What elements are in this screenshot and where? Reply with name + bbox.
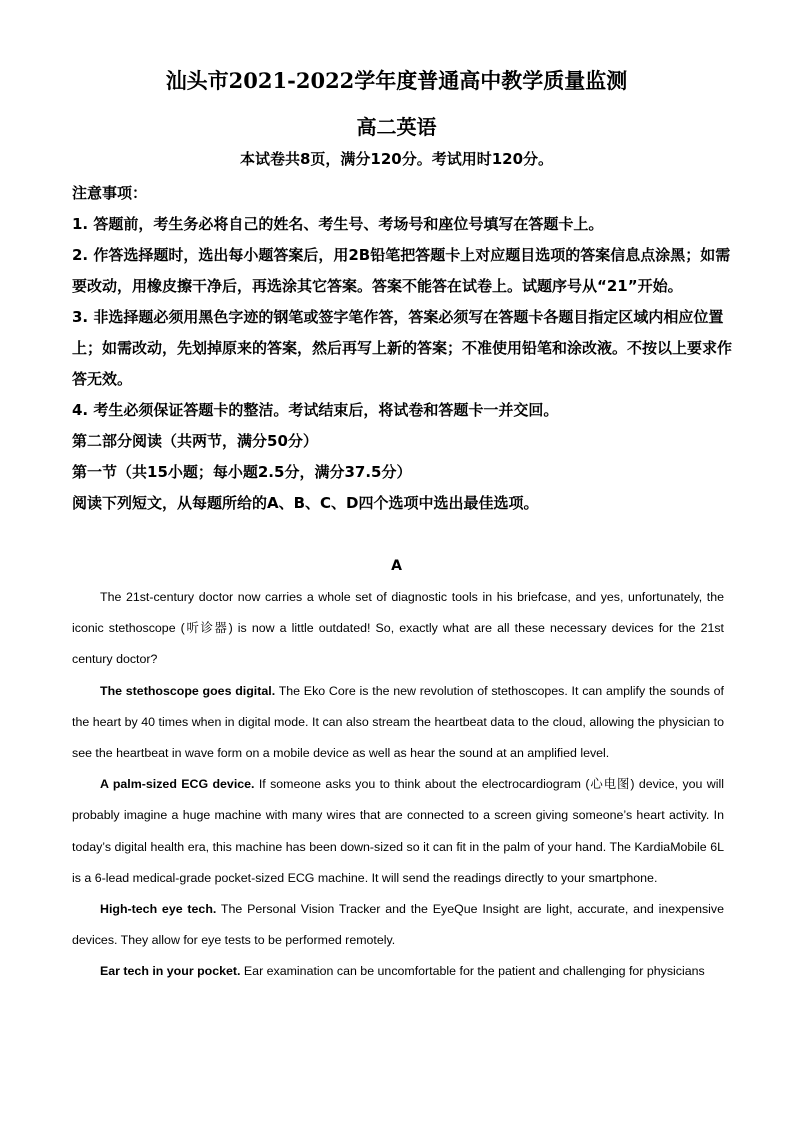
paragraph-text: If someone asks you to think about the electrocardiogram (心电图) device, you will probably imagine a huge machine with many wires that are connected to a screen giving someone’s heart activity. In today’s digital health era, this machine has been down-sized so it can fit in the palm of your hand. The KardiaMobile 6L is a 6-lead medical-grade pocket-sized ECG machine. It will send the readings directly to your smartphone.	[72, 777, 724, 885]
passage-paragraph	[72, 769, 724, 894]
paragraph-text: Ear examination can be uncomfortable for the patient and challenging for physicians	[240, 964, 705, 979]
passage-paragraph	[72, 956, 724, 987]
reading-instruction: 阅读下列短文，从每题所给的A、B、C、D四个选项中选出最佳选项。	[72, 494, 539, 512]
passage-label: A	[391, 558, 402, 574]
exam-title: 汕头市2021-2022学年度普通高中教学质量监测	[165, 68, 628, 93]
exam-subject: 高二英语	[356, 115, 437, 139]
notes-heading: 注意事项：	[72, 184, 148, 202]
reading-passage	[72, 582, 724, 988]
paragraph-text: The Eko Core is the new revolution of stethoscopes. It can amplify the sounds of the heart by 40 times when in digital mode. It can also stream the heartbeat data to the cloud, allowing the physician to see the heartbeat in wave form on a mobile device as well as hear the sound at an amplified level.	[72, 683, 724, 761]
paragraph-lead: High-tech eye tech.	[100, 902, 217, 917]
passage-paragraph	[72, 894, 724, 956]
paragraph-lead: Ear tech in your pocket.	[100, 964, 241, 979]
note-item: 3. 非选择题必须用黑色字迹的钢笔或签字笔作答，答案必须写在答题卡各题目指定区域内相应位置上；如需改动，先划掉原来的答案，然后再写上新的答案；不准使用铅笔和涂改液。不按以上要求作答无效。	[72, 308, 733, 388]
section-heading: 第一节（共15小题；每小题2.5分，满分37.5分）	[72, 463, 412, 481]
note-item: 1. 答题前，考生务必将自己的姓名、考生号、考场号和座位号填写在答题卡上。	[72, 215, 604, 233]
exam-meta: 本试卷共8页，满分120分。考试用时120分。	[239, 150, 554, 168]
paragraph-lead: The stethoscope goes digital.	[100, 683, 276, 698]
passage-intro: The 21st-century doctor now carries a whole set of diagnostic tools in his briefcase, and yes, unfortunately, the iconic stethoscope (听诊器) is now a little outdated! So, exactly what are all these necessary devices for the 21st century doctor?	[72, 590, 724, 667]
note-item: 2. 作答选择题时，选出每小题答案后，用2B铅笔把答题卡上对应题目选项的答案信息点涂黑；如需要改动，用橡皮擦干净后，再选涂其它答案。答案不能答在试卷上。试题序号从“21”开始。	[72, 246, 731, 295]
instructions-block	[72, 178, 732, 519]
paragraph-text: The Personal Vision Tracker and the EyeQue Insight are light, accurate, and inexpensive devices. They allow for eye tests to be performed remotely.	[72, 902, 725, 948]
part-heading: 第二部分阅读（共两节，满分50分）	[72, 432, 318, 450]
note-item: 4. 考生必须保证答题卡的整洁。考试结束后，将试卷和答题卡一并交回。	[72, 401, 559, 419]
paragraph-lead: A palm-sized ECG device.	[100, 777, 255, 792]
passage-paragraph	[72, 676, 724, 770]
